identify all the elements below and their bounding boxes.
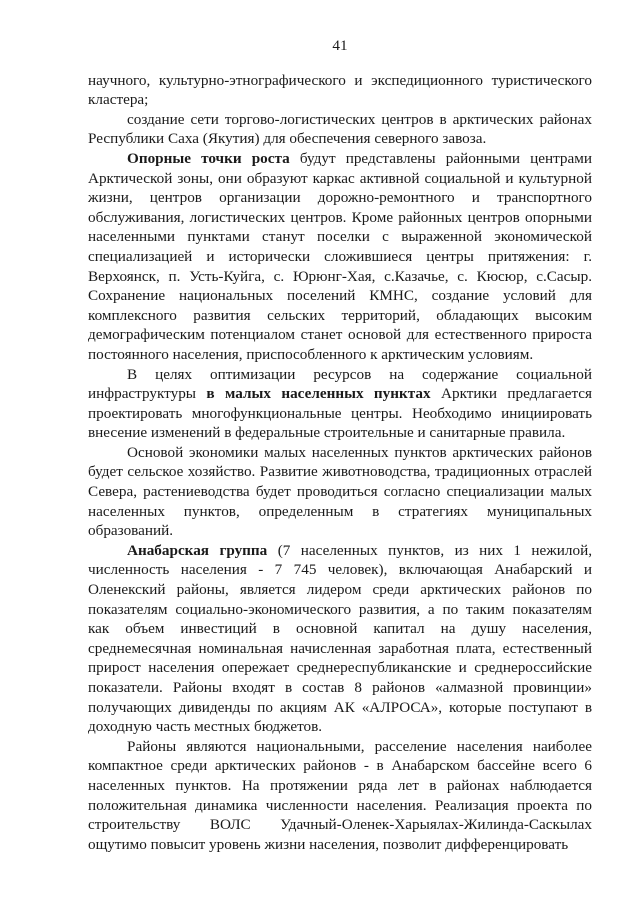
paragraph-text: Арктики предлагается проектировать многофункциональные центры. Необходимо инициировать внесение изменений в федеральные строительные и санитарные правила. [88,385,592,442]
bold-term: Опорные точки роста [127,149,290,167]
bold-term: Анабарская группа [127,541,268,559]
paragraph [88,365,592,443]
paragraph [88,737,592,855]
paragraph [88,71,592,110]
paragraph-text: научного, культурно-этнографического и экспедиционного туристического кластера; [88,71,592,109]
paragraph-text: будут представлены районными центрами Арктической зоны, они образуют каркас активной социальной и культурной жизни, центров организации дорожно-ремонтного и транспортного обслуживания, логистических центров. Кроме районных центров опорными населенными пунктами станут поселки с выраженной экономической специализацией и исторически сложившиеся центры притяжения: г. Верхоянск, п. Усть-Куйга, с. Юрюнг-Хая, с.Казачье, с. Кюсюр, с.Сасыр. Сохранение национальных поселений КМНС, создание условий для комплексного развития сельских территорий, обладающих высоким демографическим потенциалом станет основой для естественного прироста постоянного населения, приспособленного к арктическим условиям. [88,149,592,363]
paragraph [88,541,592,737]
document-body [88,71,592,855]
paragraph [88,110,592,149]
paragraph-text: В целях оптимизации ресурсов на содержание социальной инфраструктуры [88,365,592,403]
paragraph [88,443,592,541]
bold-term: в малых населенных пунктах [206,385,431,403]
paragraph-text: создание сети торгово-логистических центров в арктических районах Республики Саха (Якутия) для обеспечения северного завоза. [88,110,592,148]
paragraph [88,149,592,365]
paragraph-text: (7 населенных пунктов, из них 1 нежилой, численность населения - 7 745 человек), включающая Анабарский и Оленекский районы, является лидером среди арктических районов по показателям социально-экономического развития, а по таким показателям как объем инвестиций в основной капитал на душу населения, среднемесячная номинальная начисленная заработная плата, естественный прирост населения опережает среднереспубликанские и среднероссийские показатели. Районы входят в состав 8 районов «алмазной провинции» получающих дивиденды по акциям АК «АЛРОСА», которые поступают в доходную часть местных бюджетов. [88,541,592,736]
paragraph-text: Основой экономики малых населенных пунктов арктических районов будет сельское хозяйство. Развитие животноводства, традиционных отраслей Севера, растениеводства будет проводиться согласно специализации малых населенных пунктов, определенным в стратегиях муниципальных образований. [88,443,592,540]
paragraph-text: Районы являются национальными, расселение населения наиболее компактное среди арктических районов - в Анабарском бассейне всего 6 населенных пунктов. На протяжении ряда лет в районах наблюдается положительная динамика численности населения. Реализация проекта по строительству ВОЛС Удачный-Оленек-Харыялах-Жилинда-Саскылах ощутимо повысит уровень жизни населения, позволит дифференцировать [88,737,592,853]
page-number: 41 [332,37,348,54]
